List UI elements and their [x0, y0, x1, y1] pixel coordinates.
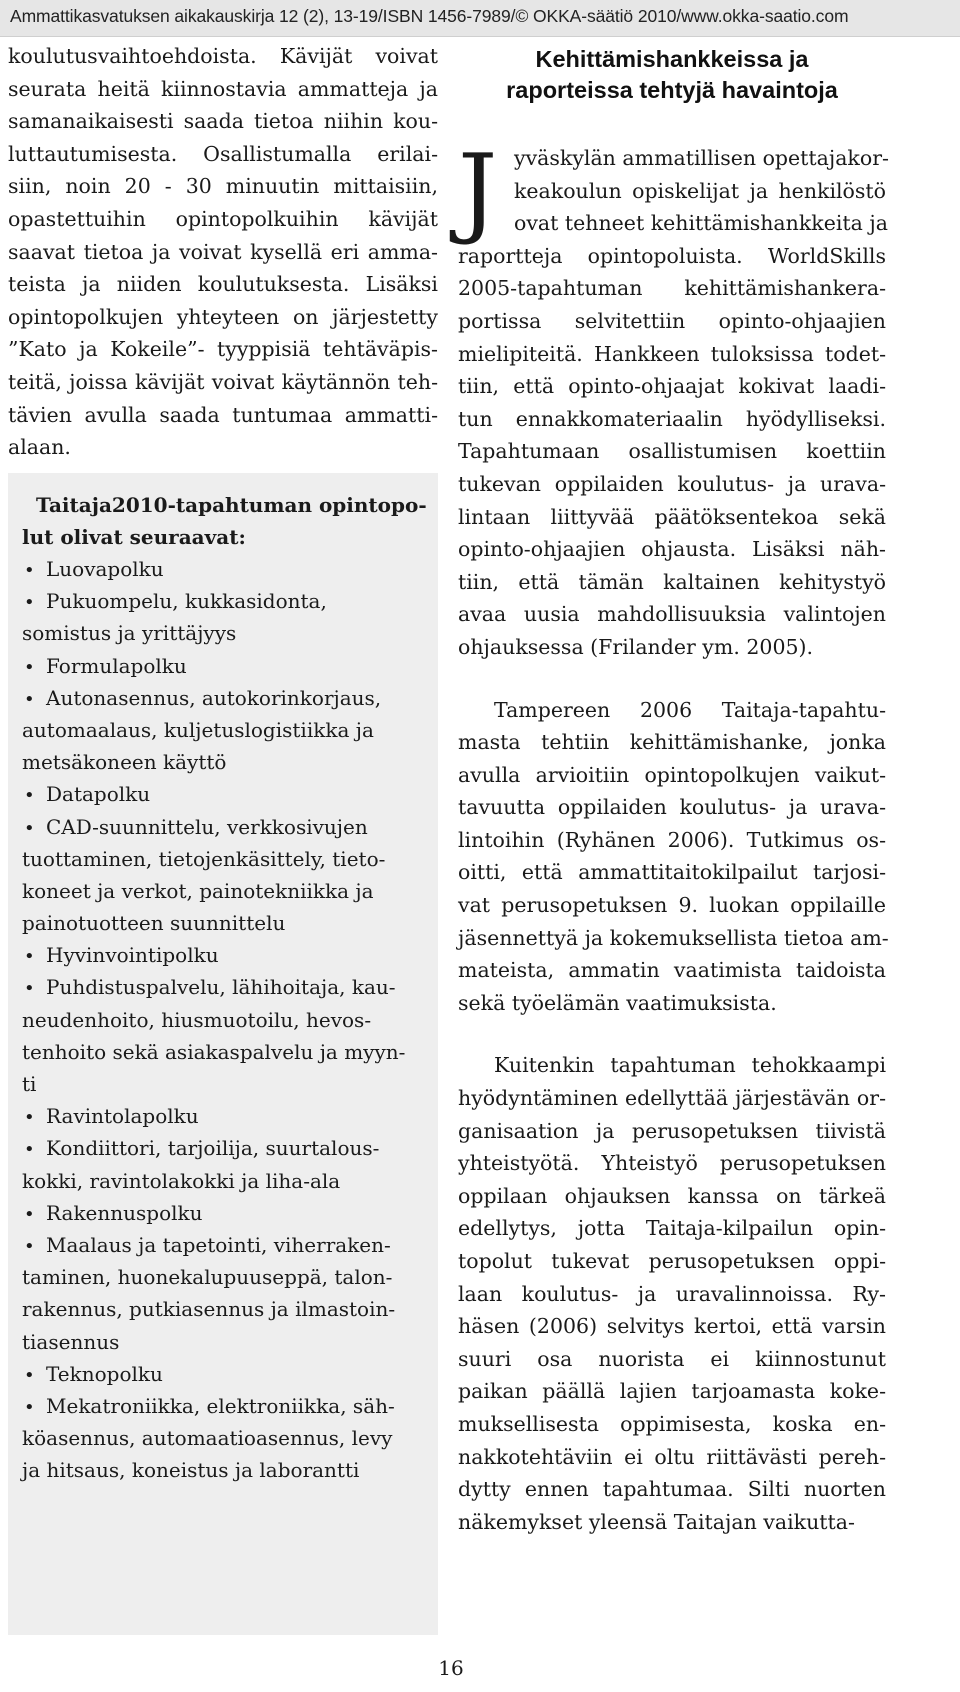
study-path-item — [22, 1100, 424, 1132]
text-line: raportteja opintopoluista. WorldSkills — [458, 243, 886, 268]
bullet-icon: • — [24, 1364, 35, 1386]
list-item-first-line — [22, 778, 424, 810]
study-path-item — [22, 650, 424, 682]
heading-line: Kehittämishankkeissa ja — [535, 46, 809, 72]
bullet-icon: • — [24, 1203, 35, 1225]
text-line: keakoulun opiskelijat ja henkilöstö — [514, 178, 886, 203]
list-item-continuation: tenhoito sekä asiakaspalvelu ja myyn- — [22, 1039, 406, 1064]
study-path-item — [22, 811, 424, 940]
intro-paragraph — [8, 40, 438, 464]
text-line: oitti, että ammattitaitokilpailut tarjosi- — [458, 860, 886, 885]
list-item-continuation: koneet ja verkot, painotekniikka ja — [22, 878, 374, 903]
bullet-icon: • — [24, 978, 35, 1000]
text-line: sekä työelämän vaatimuksista. — [458, 990, 777, 1015]
text-line: Taitaja2010-tapahtuman opintopo- — [36, 493, 427, 517]
list-item-first-line — [22, 1390, 424, 1422]
list-item-continuation: köasennus, automaatioasennus, levy — [22, 1426, 393, 1451]
running-header — [0, 0, 960, 37]
list-item-text: CAD-suunnittelu, verkkosivujen — [46, 814, 368, 839]
text-line: siin, noin 20 - 30 minuutin mittaisiin, — [8, 174, 438, 199]
list-item-text: Maalaus ja tapetointi, viherraken- — [46, 1232, 391, 1257]
left-column — [8, 40, 438, 464]
text-line: lintoihin (Ryhänen 2006). Tutkimus os- — [458, 827, 886, 852]
text-line: muksellisesta oppimisesta, koska en- — [458, 1411, 886, 1436]
text-line: Tapahtumaan osallistumisen koettiin — [458, 439, 886, 464]
text-line: seurata heitä kiinnostavia ammatteja ja — [8, 76, 438, 101]
list-item-text: Pukuompelu, kukkasidonta, — [46, 589, 327, 614]
text-line: ovat tehneet kehittämishankkeita ja — [514, 211, 888, 236]
text-line: samanaikaisesti saada tietoa niihin kou- — [8, 109, 438, 134]
text-line: häsen (2006) selvitys kertoi, että varsin — [458, 1314, 886, 1339]
bullet-icon: • — [24, 817, 35, 839]
text-line: topolut tukevat perusopetuksen oppi- — [458, 1249, 886, 1273]
text-line: jäsennettyä ja kokemuksellista tietoa am- — [458, 925, 889, 950]
list-item-continuation: ja hitsaus, koneistus ja laborantti — [22, 1458, 360, 1483]
text-line: nakkotehtäviin ei oltu riittävästi pereh- — [458, 1444, 886, 1469]
list-item-text: Kondiittori, tarjoilija, suurtalous- — [46, 1136, 380, 1161]
text-line: Tampereen 2006 Taitaja-tapahtu- — [494, 697, 886, 722]
text-line: avaa uusia mahdollisuuksia valintojen — [458, 602, 886, 627]
text-line: Kuitenkin tapahtuman tehokkaampi — [494, 1053, 886, 1078]
list-item-continuation: taminen, huonekalupuuseppä, talon- — [22, 1265, 393, 1290]
study-paths-box-title — [22, 489, 427, 553]
study-path-item — [22, 778, 424, 810]
bullet-icon: • — [24, 1139, 35, 1161]
bullet-icon: • — [24, 946, 35, 968]
list-item-first-line — [22, 1132, 424, 1164]
text-line: opintopolkujen yhteyteen on järjestetty — [8, 304, 438, 329]
text-line: opinto-ohjaajien ohjausta. Lisäksi näh- — [458, 537, 886, 562]
list-item-continuation: painotuotteen suunnittelu — [22, 911, 286, 936]
text-line: ganisaation ja perusopetuksen tiivistä — [458, 1118, 886, 1143]
text-line: näkemykset yleensä Taitajan vaikutta- — [458, 1509, 855, 1534]
list-item-first-line — [22, 1358, 424, 1390]
list-item-first-line — [22, 1100, 424, 1132]
study-path-item — [22, 585, 424, 649]
text-line: lintaan liittyvää päätöksentekoa sekä — [458, 504, 886, 529]
text-line: ”Kato ja Kokeile”- tyyppisiä tehtäväpis- — [8, 337, 438, 362]
text-line: oppilaan ohjauksen kanssa on tärkeä — [458, 1183, 886, 1208]
study-path-item — [22, 1132, 424, 1196]
bullet-icon: • — [24, 1235, 35, 1257]
text-line: tun ennakkomateriaalin hyödylliseksi. — [458, 406, 886, 431]
text-line: tävien avulla saada tuntumaa ammatti- — [8, 402, 438, 427]
list-item-first-line — [22, 811, 424, 843]
list-item-continuation: metsäkoneen käyttö — [22, 750, 227, 775]
list-item-continuation: rakennus, putkiasennus ja ilmastoin- — [22, 1297, 396, 1322]
list-item-text: Rakennuspolku — [46, 1200, 203, 1225]
study-path-item — [22, 1229, 424, 1358]
study-paths-list — [22, 553, 424, 1486]
bullet-icon: • — [24, 785, 35, 807]
bullet-icon: • — [24, 1396, 35, 1418]
text-line: paikan päällä lajien tarjoamasta koke- — [458, 1379, 886, 1404]
paragraph-tampere-2006 — [458, 694, 889, 1020]
text-line: yhteistyötä. Yhteistyö perusopetuksen — [458, 1151, 886, 1176]
list-item-continuation: tiasennus — [22, 1329, 120, 1354]
list-item-text: Puhdistuspalvelu, lähihoitaja, kau- — [46, 975, 396, 1000]
list-item-first-line — [22, 682, 424, 714]
study-path-item — [22, 682, 424, 779]
study-paths-box-content — [22, 489, 427, 1486]
list-item-first-line — [22, 585, 424, 617]
paragraph-development-projects — [458, 134, 889, 664]
text-line: masta tehtiin kehittämishanke, jonka — [458, 730, 886, 755]
list-item-text: Luovapolku — [46, 557, 164, 581]
text-line: tavuutta oppilaiden koulutus- ja urava- — [458, 795, 886, 820]
list-item-continuation: automaalaus, kuljetuslogistiikka ja — [22, 717, 374, 742]
text-line: hyödyntäminen edellyttää järjestävän or- — [458, 1086, 886, 1111]
list-item-text: Datapolku — [46, 782, 151, 807]
text-line: ohjauksessa (Frilander ym. 2005). — [458, 634, 814, 659]
right-column — [458, 40, 889, 1538]
list-item-first-line — [22, 1197, 424, 1229]
text-line: tukevan oppilaiden koulutus- ja urava- — [458, 471, 886, 496]
bullet-icon: • — [24, 1107, 35, 1129]
study-path-item — [22, 1358, 424, 1390]
study-path-item — [22, 971, 424, 1100]
bullet-icon: • — [24, 560, 35, 581]
paragraph-spacer — [458, 1019, 886, 1049]
paragraph-1-text — [458, 134, 889, 664]
running-head-text: Ammattikasvatuksen aikakauskirja 12 (2), 13-19/ISBN 1456-7989/© OKKA-säätiö 2010/www.okka-saatio.com — [10, 6, 849, 26]
drop-cap: J — [458, 134, 498, 248]
text-line: vat perusopetuksen 9. luokan oppilaille — [458, 893, 886, 918]
list-item-text: Hyvinvointipolku — [46, 943, 219, 968]
list-item-first-line — [22, 1229, 424, 1261]
study-paths-box — [8, 473, 438, 1635]
text-line: alaan. — [8, 435, 71, 460]
bullet-icon: • — [24, 592, 35, 614]
text-line: lut olivat seuraavat: — [22, 525, 246, 549]
list-item-first-line — [22, 650, 424, 682]
list-item-text: Formulapolku — [46, 653, 187, 678]
text-line: portissa selvitettiin opinto-ohjaajien — [458, 308, 886, 333]
bullet-icon: • — [24, 688, 35, 710]
text-line: dytty ennen tapahtumaa. Silti nuorten — [458, 1477, 886, 1502]
text-line: luttautumisesta. Osallistumalla erilai- — [8, 141, 438, 166]
text-line: koulutusvaihtoehdoista. Kävijät voivat — [8, 44, 438, 68]
heading-line: raporteissa tehtyjä havaintoja — [506, 77, 838, 103]
list-item-text: Teknopolku — [46, 1361, 163, 1386]
section-heading — [458, 44, 886, 106]
list-item-first-line — [22, 553, 424, 585]
list-item-first-line — [22, 971, 424, 1003]
study-path-item — [22, 1390, 424, 1487]
text-line: yväskylän ammatillisen opettajakor- — [514, 146, 889, 170]
list-item-text: Ravintolapolku — [46, 1104, 199, 1129]
paragraph-cooperation — [458, 1049, 886, 1538]
paragraph-spacer — [458, 664, 886, 694]
text-line: avulla arvioitiin opintopolkujen vaikut- — [458, 762, 886, 787]
list-item-continuation: tuottaminen, tietojenkäsittely, tieto- — [22, 846, 386, 871]
study-path-item — [22, 939, 424, 971]
list-item-continuation: kokki, ravintolakokki ja liha-ala — [22, 1168, 341, 1193]
text-line: laan koulutus- ja uravalinnoissa. Ry- — [458, 1281, 886, 1306]
list-item-text: Mekatroniikka, elektroniikka, säh- — [46, 1393, 395, 1418]
text-line: 2005-tapahtuman kehittämishankera- — [458, 276, 886, 301]
list-item-continuation: ti — [22, 1072, 37, 1096]
text-line: teitä, joissa kävijät voivat käytännön teh- — [8, 369, 438, 394]
text-line: saavat tietoa ja voivat kysellä eri amma- — [8, 239, 438, 264]
text-line: edellytys, jotta Taitaja-kilpailun opin- — [458, 1216, 886, 1241]
text-line: suuri osa nuorista ei kiinnostunut — [458, 1346, 886, 1371]
text-line: teista ja niiden koulutuksesta. Lisäksi — [8, 272, 438, 297]
study-path-item — [22, 1197, 424, 1229]
text-line: opastettuihin opintopolkuihin kävijät — [8, 206, 438, 231]
bullet-icon: • — [24, 656, 35, 678]
text-line: tiin, että tämän kaltainen kehitystyö — [458, 569, 886, 594]
list-item-continuation: somistus ja yrittäjyys — [22, 621, 237, 646]
list-item-text: Autonasennus, autokorinkorjaus, — [46, 685, 382, 710]
text-line: mateista, ammatin vaatimista taidoista — [458, 958, 886, 983]
study-path-item — [22, 553, 424, 585]
list-item-continuation: neudenhoito, hiusmuotoilu, hevos- — [22, 1007, 372, 1032]
list-item-first-line — [22, 939, 424, 971]
text-line: mielipiteitä. Hankkeen tuloksissa todet- — [458, 341, 886, 366]
text-line: tiin, että opinto-ohjaajat kokivat laadi- — [458, 374, 886, 399]
page-number: 16 — [438, 1656, 464, 1680]
